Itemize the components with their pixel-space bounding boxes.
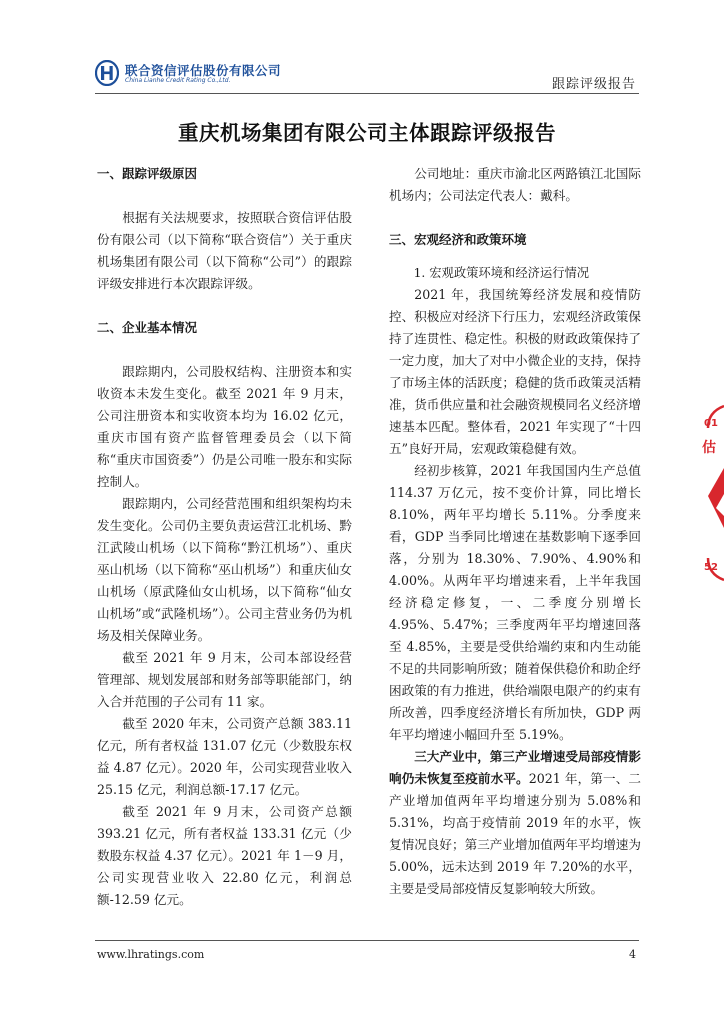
footer-website: www.lhratings.com (97, 948, 205, 961)
section-heading-tracking-reason: 一、跟踪评级原因 (97, 166, 198, 181)
section-heading-company-info: 二、企业基本情况 (97, 320, 198, 335)
lianhe-logo-icon (95, 60, 119, 86)
paragraph: 跟踪期内，公司经营范围和组织架构均未发生变化。公司仍主要负责运营江北机场、黔江武陵山机场（以下简称“黔江机场”）、重庆巫山机场（以下简称“巫山机场”）和重庆仙女山机场（原武隆仙女山机场，以下简称“仙女山机场”或“武隆机场”）。公司主营业务仍为机场及相关保障业务。 (97, 496, 352, 643)
section-heading-macro-environment: 三、宏观经济和政策环境 (389, 232, 527, 247)
page-title: 重庆机场集团有限公司主体跟踪评级报告 (178, 121, 556, 145)
paragraph: 截至 2021 年 9 月末，公司本部设经营管理部、规划发展部和财务部等职能部门，纳入合并范围的子公司有 11 家。 (97, 650, 352, 709)
paragraph: 截至 2020 年末，公司资产总额 383.11 亿元，所有者权益 131.07 亿元（少数股东权益 4.87 亿元）。2020 年，公司实现营业收入 25.15 亿元，利润总额-17.17 亿元。 (97, 716, 352, 797)
logo-english-name: China Lianhe Credit Rating Co.,Ltd. (125, 77, 231, 84)
seal-bottom-digits: 52 (704, 562, 718, 573)
page-number: 4 (629, 948, 636, 961)
paragraph: 跟踪期内，公司股权结构、注册资本和实收资本未发生变化。截至 2021 年 9 月末，公司注册资本和实收资本均为 16.02 亿元，重庆市国有资产监督管理委员会（以下简称“重庆市国资委”）仍是公司唯一股东和实际控制人。 (97, 364, 352, 489)
paragraph: 经初步核算，2021 年我国国内生产总值 114.37 万亿元，按不变价计算，同比增长 8.10%，两年平均增长 5.11%。分季度来看，GDP 当季同比增速在基数影响下逐季回落，分别为 18.30%、7.90%、4.90%和 4.00%。从两年平均增速来看，上半年我国经济稳定修复，一、二季度分别增长 4.95%、5.47%；三季度两年平均增速回落至 4.85%，主要是受供给端约束和内生动能不足的共同影响所致；随着保供稳价和助企纾困政策的有力推进，供给端限电限产的约束有所改善，四季度经济增长有所加快，GDP 两年平均增速小幅回升至 5.19%。 (389, 463, 641, 742)
company-address: 公司地址：重庆市渝北区两路镇江北国际机场内；公司法定代表人：戴科。 (389, 166, 641, 203)
seal-character: 估 (702, 440, 716, 456)
right-column (389, 163, 641, 900)
paragraph: 截至 2021 年 9 月末，公司资产总额 393.21 亿元，所有者权益 133.31 亿元（少数股东权益 4.37 亿元）。2021 年 1－9 月，公司实现营业收入 22.80 亿元，利润总额-12.59 亿元。 (97, 804, 352, 907)
report-type-label: 跟踪评级报告 (551, 77, 636, 92)
paragraph-lead-bold: 三大产业中，第三产业增速受局部疫情影响仍未恢复至疫前水平。 (389, 749, 641, 786)
company-logo (95, 60, 295, 90)
red-seal-stamp (702, 398, 724, 588)
paragraph (389, 746, 641, 900)
seal-top-digits: 01 (704, 418, 718, 429)
paragraph: 根据有关法规要求，按照联合资信评估股份有限公司（以下简称“联合资信”）关于重庆机场集团有限公司（以下简称“公司”）的跟踪评级安排进行本次跟踪评级。 (97, 210, 352, 291)
subsection-heading: 1. 宏观政策环境和经济运行情况 (413, 266, 590, 280)
paragraph: 2021 年，我国统筹经济发展和疫情防控、积极应对经济下行压力，宏观经济政策保持了连贯性、稳定性。积极的财政政策保持了一定力度，加大了对中小微企业的支持，保持了市场主体的活跃度；稳健的货币政策灵活精准，货币供应量和社会融资规模同名义经济增速基本匹配。整体看，2021 年实现了“十四五”良好开局，宏观政策稳健有效。 (389, 287, 641, 456)
logo-chinese-name: 联合资信评估股份有限公司 (125, 63, 282, 78)
paragraph-rest: 2021 年，第一、二产业增加值两年平均增速分别为 5.08%和 5.31%，均高于疫情前 2019 年的水平，恢复情况良好；第三产业增加值两年平均增速为 5.00%，远未达到 2019 年 7.20%的水平，主要是受局部疫情反复影响较大所致。 (389, 771, 642, 896)
header-rule (95, 93, 639, 94)
left-column (97, 163, 352, 911)
footer-rule (95, 940, 639, 941)
